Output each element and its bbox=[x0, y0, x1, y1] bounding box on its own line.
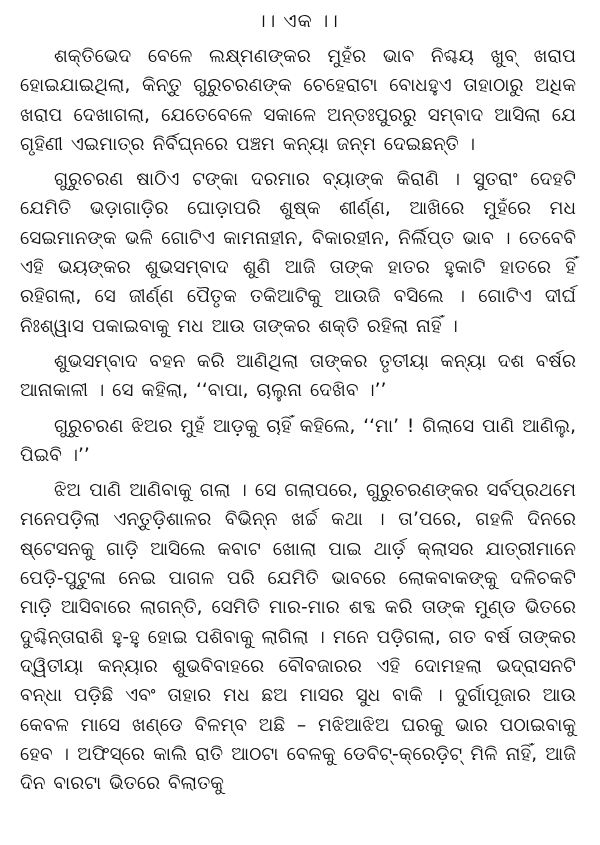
paragraph: ଗୁରୁଚରଣ ଝିଅର ମୁହଁ ଆଡ଼କୁ ଚାହିଁ କହିଲେ, ‘‘ମା’ ! ଗିଲାସେ ପାଣି ଆଣିଲୁ, ପିଇବି ।’’ bbox=[20, 415, 576, 466]
chapter-heading: ।। ଏକ ।। bbox=[257, 10, 339, 32]
paragraph: ଗୁରୁଚରଣ ଷାଠିଏ ଟଙ୍କା ଦରମାର ବ୍ୟାଙ୍କ କିରାଣି । ସୁତରାଂ ଦେହଟି ଯେମିତି ଭଡ଼ାଗାଡ଼ିର ଘୋଡ଼ାପରି ଶୁଷ୍କ ଶୀର୍ଣ୍ଣ, ଆଖିରେ ମୁହଁରେ ମଧ ସେଇମାନଙ୍କ ଭଳି ଗୋଟିଏ କାମନାହୀନ, ବିକାରହୀନ, ନିର୍ଲିପ୍ତ ଭାବ । ତେବେବି ଏହି ଭୟଙ୍କର ଶୁଭସମ୍ବାଦ ଶୁଣି ଆଜି ତାଙ୍କ ହାତର ହୁକାଟି ହାତରେ ହିଁ ରହିଗଲା, ସେ ଜୀର୍ଣ୍ଣ ପୈତୃକ ତକିଆଟିକୁ ଆଉଜି ବସିଲେ । ଗୋଟିଏ ଦୀର୍ଘ ନିଃଶ୍ୱାସ ପକାଇବାକୁ ମଧ ଆଉ ତାଙ୍କର ଶକ୍ତି ରହିଲା ନାହିଁ । bbox=[20, 169, 576, 337]
paragraph: ଝିଅ ପାଣି ଆଣିବାକୁ ଗଲା । ସେ ଗଲାପରେ, ଗୁରୁଚରଣଙ୍କର ସର୍ବପ୍ରଥମେ ମନେପଡ଼ିଲା ଏନ୍ତୁଡ଼ିଶାଳର ବିଭିନ୍ନ ଖର୍ଚ୍ଚ କଥା । ତା’ପରେ, ଗହଳି ଦିନରେ ଷ୍ଟେସନକୁ ଗାଡ଼ି ଆସିଲେ କବାଟ ଖୋଲା ପାଇ ଥାର୍ଡ଼ କ୍ଲାସର ଯାତ୍ରୀମାନେ ପେଡ଼ି-ପୁଟୁଳା ନେଇ ପାଗଳ ପରି ଯେମିତି ଭାବରେ ଲୋକବାକଙ୍କୁ ଦଳିଚକଟି ମାଡ଼ି ଆସିବାରେ ଲାଗନ୍ତି, ସେମିତି ମାର-ମାର ଶବ୍ଦ କରି ତାଙ୍କ ମୁଣ୍ଡ ଭିତରେ ଦୁଶ୍ଚିନ୍ତାରାଶି ହୁ-ହୁ ହୋଇ ପଶିବାକୁ ଲାଗିଲା । ମନେ ପଡ଼ିଗଲା, ଗତ ବର୍ଷ ତାଙ୍କର ଦ୍ୱିତୀୟା କନ୍ୟାର ଶୁଭବିବାହରେ ବୌବଜାରର ଏହି ଦୋମହଲା ଭଦ୍ରାସନଟି ବନ୍ଧା ପଡ଼ିଛି ଏବଂ ତାହାର ମଧ ଛଅ ମାସର ସୁଧ ବାକି । ଦୁର୍ଗାପୂଜାର ଆଉ କେବଳ ମାସେ ଖଣ୍ଡେ ବିଳମ୍ବ ଅଛି – ମଝିଆଝିଅ ଘରକୁ ଭାର ପଠାଇବାକୁ ହେବ । ଅଫିସ୍‌ରେ କାଲି ରାତି ଆଠଟା ବେଳକୁ ଡେବିଟ୍-କ୍ରେଡ଼ିଟ୍ ମିଳି ନାହିଁ, ଆଜି ଦିନ ବାରଟା ଭିତରେ ବିଲାତକୁ bbox=[20, 480, 576, 795]
paragraph: ଶକ୍ତିଭେଦ ବେଳେ ଲକ୍ଷ୍ମଣଙ୍କର ମୁହଁର ଭାବ ନିଶ୍ଚୟ ଖୁବ୍ ଖରାପ ହୋଇଯାଇଥିଲା, କିନ୍ତୁ ଗୁରୁଚରଣଙ୍କ ଚେହେରାଟା ବୋଧହୁଏ ତାହାଠାରୁ ଅଧିକ ଖରାପ ଦେଖାଗଲା, ଯେତେବେଳେ ସକାଳେ ଅନ୍ତଃପୁରରୁ ସମ୍ବାଦ ଆସିଲା ଯେ ଗୃହିଣୀ ଏଇମାତ୍ର ନିର୍ବିଘ୍ନରେ ପଞ୍ଚମ କନ୍ୟା ଜନ୍ମ ଦେଇଛନ୍ତି । bbox=[20, 46, 576, 155]
chapter-body bbox=[20, 42, 576, 798]
paragraph: ଶୁଭସମ୍ବାଦ ବହନ କରି ଆଣିଥିଲା ତାଙ୍କର ତୃତୀୟା କନ୍ୟା ଦଶ ବର୍ଷର ଆନାକାଳୀ । ସେ କହିଲା, ‘‘ବାପା, ଚାଲୁନା ଦେଖିବ ।’’ bbox=[20, 350, 576, 402]
